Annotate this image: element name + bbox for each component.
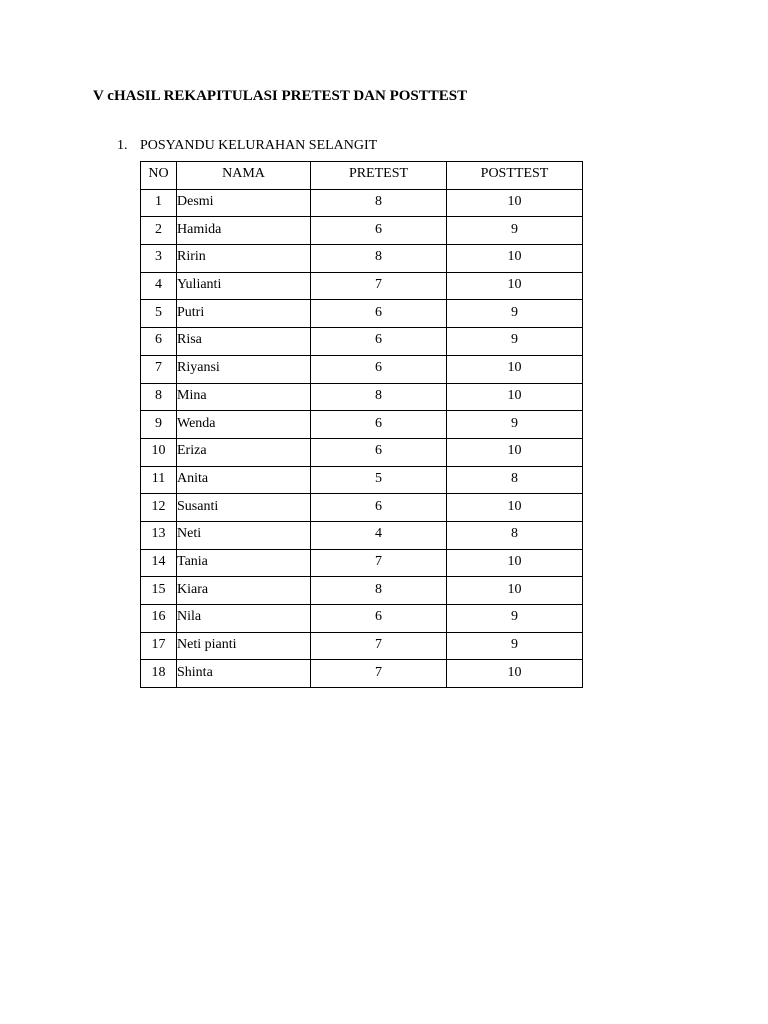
cell-posttest: 10 bbox=[447, 438, 583, 466]
cell-no: 14 bbox=[141, 549, 177, 577]
cell-nama: Nila bbox=[177, 605, 311, 633]
header-nama: NAMA bbox=[177, 162, 311, 190]
cell-pretest: 7 bbox=[311, 272, 447, 300]
cell-no: 1 bbox=[141, 189, 177, 217]
cell-nama: Mina bbox=[177, 383, 311, 411]
table-row bbox=[141, 521, 583, 549]
table-header-row bbox=[141, 162, 583, 190]
cell-pretest: 6 bbox=[311, 300, 447, 328]
cell-nama: Desmi bbox=[177, 189, 311, 217]
cell-nama: Risa bbox=[177, 328, 311, 356]
cell-nama: Wenda bbox=[177, 411, 311, 439]
table-row bbox=[141, 438, 583, 466]
table-row bbox=[141, 494, 583, 522]
cell-pretest: 6 bbox=[311, 438, 447, 466]
cell-pretest: 6 bbox=[311, 411, 447, 439]
cell-posttest: 9 bbox=[447, 411, 583, 439]
table-row bbox=[141, 466, 583, 494]
cell-posttest: 10 bbox=[447, 245, 583, 273]
header-no: NO bbox=[141, 162, 177, 190]
cell-posttest: 10 bbox=[447, 383, 583, 411]
cell-posttest: 10 bbox=[447, 355, 583, 383]
section-heading-text: POSYANDU KELURAHAN SELANGIT bbox=[140, 138, 378, 153]
cell-no: 13 bbox=[141, 521, 177, 549]
cell-posttest: 9 bbox=[447, 328, 583, 356]
cell-pretest: 8 bbox=[311, 577, 447, 605]
results-table bbox=[140, 161, 583, 688]
cell-nama: Shinta bbox=[177, 660, 311, 688]
table-row bbox=[141, 411, 583, 439]
cell-posttest: 9 bbox=[447, 300, 583, 328]
section-heading bbox=[117, 138, 377, 154]
cell-no: 4 bbox=[141, 272, 177, 300]
cell-no: 15 bbox=[141, 577, 177, 605]
table-row bbox=[141, 577, 583, 605]
table-row bbox=[141, 217, 583, 245]
header-pretest: PRETEST bbox=[311, 162, 447, 190]
cell-posttest: 10 bbox=[447, 549, 583, 577]
cell-posttest: 10 bbox=[447, 272, 583, 300]
cell-nama: Yulianti bbox=[177, 272, 311, 300]
cell-pretest: 4 bbox=[311, 521, 447, 549]
cell-pretest: 6 bbox=[311, 605, 447, 633]
section-number: 1. bbox=[117, 138, 128, 153]
cell-no: 17 bbox=[141, 632, 177, 660]
cell-no: 2 bbox=[141, 217, 177, 245]
header-posttest: POSTTEST bbox=[447, 162, 583, 190]
cell-no: 3 bbox=[141, 245, 177, 273]
table-row bbox=[141, 383, 583, 411]
cell-posttest: 10 bbox=[447, 189, 583, 217]
cell-no: 9 bbox=[141, 411, 177, 439]
cell-no: 6 bbox=[141, 328, 177, 356]
cell-posttest: 10 bbox=[447, 660, 583, 688]
page-title: V cHASIL REKAPITULASI PRETEST DAN POSTTEST bbox=[93, 88, 468, 104]
cell-pretest: 8 bbox=[311, 189, 447, 217]
cell-no: 18 bbox=[141, 660, 177, 688]
table-row bbox=[141, 272, 583, 300]
cell-pretest: 5 bbox=[311, 466, 447, 494]
table-row bbox=[141, 300, 583, 328]
cell-nama: Hamida bbox=[177, 217, 311, 245]
table-row bbox=[141, 660, 583, 688]
cell-posttest: 9 bbox=[447, 632, 583, 660]
cell-pretest: 7 bbox=[311, 660, 447, 688]
table-body bbox=[141, 189, 583, 687]
cell-no: 5 bbox=[141, 300, 177, 328]
cell-nama: Riyansi bbox=[177, 355, 311, 383]
cell-nama: Kiara bbox=[177, 577, 311, 605]
cell-nama: Neti bbox=[177, 521, 311, 549]
table-row bbox=[141, 632, 583, 660]
cell-posttest: 10 bbox=[447, 494, 583, 522]
cell-nama: Anita bbox=[177, 466, 311, 494]
cell-posttest: 8 bbox=[447, 521, 583, 549]
cell-no: 7 bbox=[141, 355, 177, 383]
cell-nama: Ririn bbox=[177, 245, 311, 273]
cell-no: 11 bbox=[141, 466, 177, 494]
cell-posttest: 9 bbox=[447, 217, 583, 245]
cell-no: 12 bbox=[141, 494, 177, 522]
cell-pretest: 6 bbox=[311, 328, 447, 356]
cell-no: 8 bbox=[141, 383, 177, 411]
cell-posttest: 9 bbox=[447, 605, 583, 633]
cell-no: 10 bbox=[141, 438, 177, 466]
cell-nama: Tania bbox=[177, 549, 311, 577]
table-row bbox=[141, 189, 583, 217]
cell-posttest: 8 bbox=[447, 466, 583, 494]
cell-nama: Putri bbox=[177, 300, 311, 328]
cell-posttest: 10 bbox=[447, 577, 583, 605]
table-row bbox=[141, 355, 583, 383]
table-row bbox=[141, 605, 583, 633]
cell-pretest: 8 bbox=[311, 245, 447, 273]
table-row bbox=[141, 549, 583, 577]
cell-pretest: 8 bbox=[311, 383, 447, 411]
cell-nama: Eriza bbox=[177, 438, 311, 466]
cell-pretest: 6 bbox=[311, 355, 447, 383]
cell-no: 16 bbox=[141, 605, 177, 633]
cell-pretest: 6 bbox=[311, 217, 447, 245]
cell-nama: Susanti bbox=[177, 494, 311, 522]
cell-pretest: 6 bbox=[311, 494, 447, 522]
cell-nama: Neti pianti bbox=[177, 632, 311, 660]
cell-pretest: 7 bbox=[311, 632, 447, 660]
cell-pretest: 7 bbox=[311, 549, 447, 577]
table-row bbox=[141, 328, 583, 356]
table-row bbox=[141, 245, 583, 273]
